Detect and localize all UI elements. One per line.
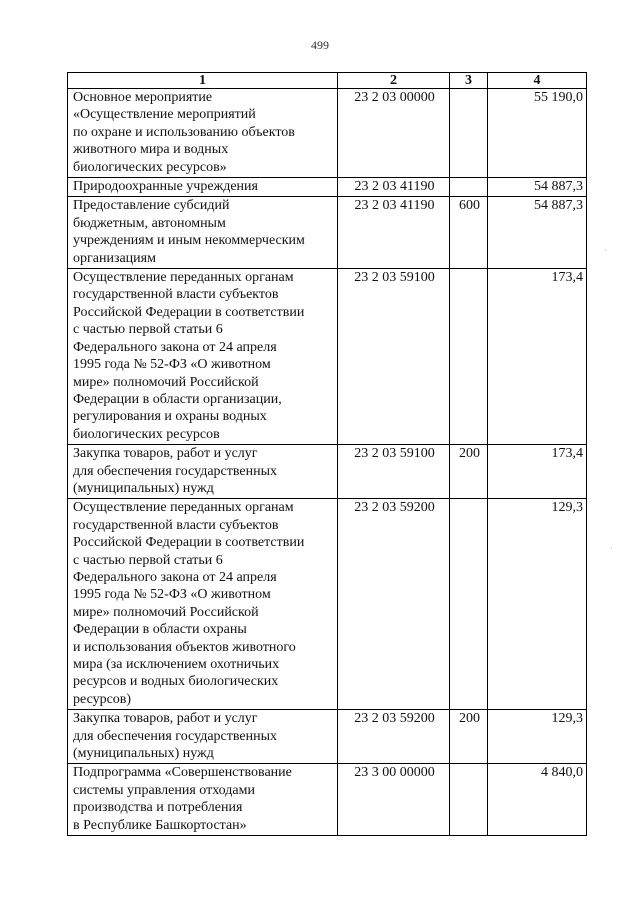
row-type: 600	[450, 197, 488, 269]
row-code: 23 2 03 00000	[338, 89, 450, 178]
page-number: 499	[311, 38, 329, 52]
table-row	[68, 89, 587, 178]
header-row	[68, 73, 587, 89]
row-description: Предоставление субсидий бюджетным, автономным учреждениям и иным некоммерческим организациям	[68, 197, 338, 269]
column-header-1: 1	[68, 73, 338, 89]
row-type	[450, 178, 488, 197]
row-amount: 54 887,3	[488, 178, 587, 197]
row-description: Основное мероприятие «Осуществление мероприятий по охране и использованию объектов животного мира и водных биологических ресурсов»	[68, 89, 338, 178]
row-code: 23 2 03 59100	[338, 269, 450, 445]
row-type: 200	[450, 710, 488, 764]
budget-table	[67, 72, 587, 836]
row-description: Закупка товаров, работ и услуг для обеспечения государственных (муниципальных) нужд	[68, 445, 338, 499]
column-header-2: 2	[338, 73, 450, 89]
row-code: 23 2 03 41190	[338, 178, 450, 197]
table-row	[68, 269, 587, 445]
row-description: Природоохранные учреждения	[68, 178, 338, 197]
table-row	[68, 764, 587, 836]
scan-speck: ·	[610, 544, 613, 553]
scan-speck: ·	[604, 246, 607, 255]
row-description: Осуществление переданных органам государственной власти субъектов Российской Федерации в соответствии с частью первой статьи 6 Федерального закона от 24 апреля 1995 года № 52-ФЗ «О животном мире» полномочий Российской Федерации в области организации, регулирования и охраны водных биологических ресурсов	[68, 269, 338, 445]
row-amount: 173,4	[488, 269, 587, 445]
row-code: 23 2 03 59100	[338, 445, 450, 499]
row-code: 23 2 03 59200	[338, 710, 450, 764]
row-description: Закупка товаров, работ и услуг для обеспечения государственных (муниципальных) нужд	[68, 710, 338, 764]
row-amount: 129,3	[488, 499, 587, 710]
row-amount: 55 190,0	[488, 89, 587, 178]
column-header-4: 4	[488, 73, 587, 89]
row-type	[450, 499, 488, 710]
row-amount: 129,3	[488, 710, 587, 764]
row-amount: 54 887,3	[488, 197, 587, 269]
row-code: 23 2 03 59200	[338, 499, 450, 710]
column-header-3: 3	[450, 73, 488, 89]
table-row	[68, 710, 587, 764]
row-type: 200	[450, 445, 488, 499]
table-row	[68, 499, 587, 710]
row-type	[450, 89, 488, 178]
row-amount: 4 840,0	[488, 764, 587, 836]
row-code: 23 3 00 00000	[338, 764, 450, 836]
row-type	[450, 764, 488, 836]
row-description: Осуществление переданных органам государственной власти субъектов Российской Федерации в соответствии с частью первой статьи 6 Федерального закона от 24 апреля 1995 года № 52-ФЗ «О животном мире» полномочий Российской Федерации в области охраны и использования объектов животного мира (за исключением охотничьих ресурсов и водных биологических ресурсов)	[68, 499, 338, 710]
table-row	[68, 178, 587, 197]
table-row	[68, 197, 587, 269]
row-description: Подпрограмма «Совершенствование системы управления отходами производства и потребления в Республике Башкортостан»	[68, 764, 338, 836]
row-amount: 173,4	[488, 445, 587, 499]
row-type	[450, 269, 488, 445]
table-row	[68, 445, 587, 499]
row-code: 23 2 03 41190	[338, 197, 450, 269]
